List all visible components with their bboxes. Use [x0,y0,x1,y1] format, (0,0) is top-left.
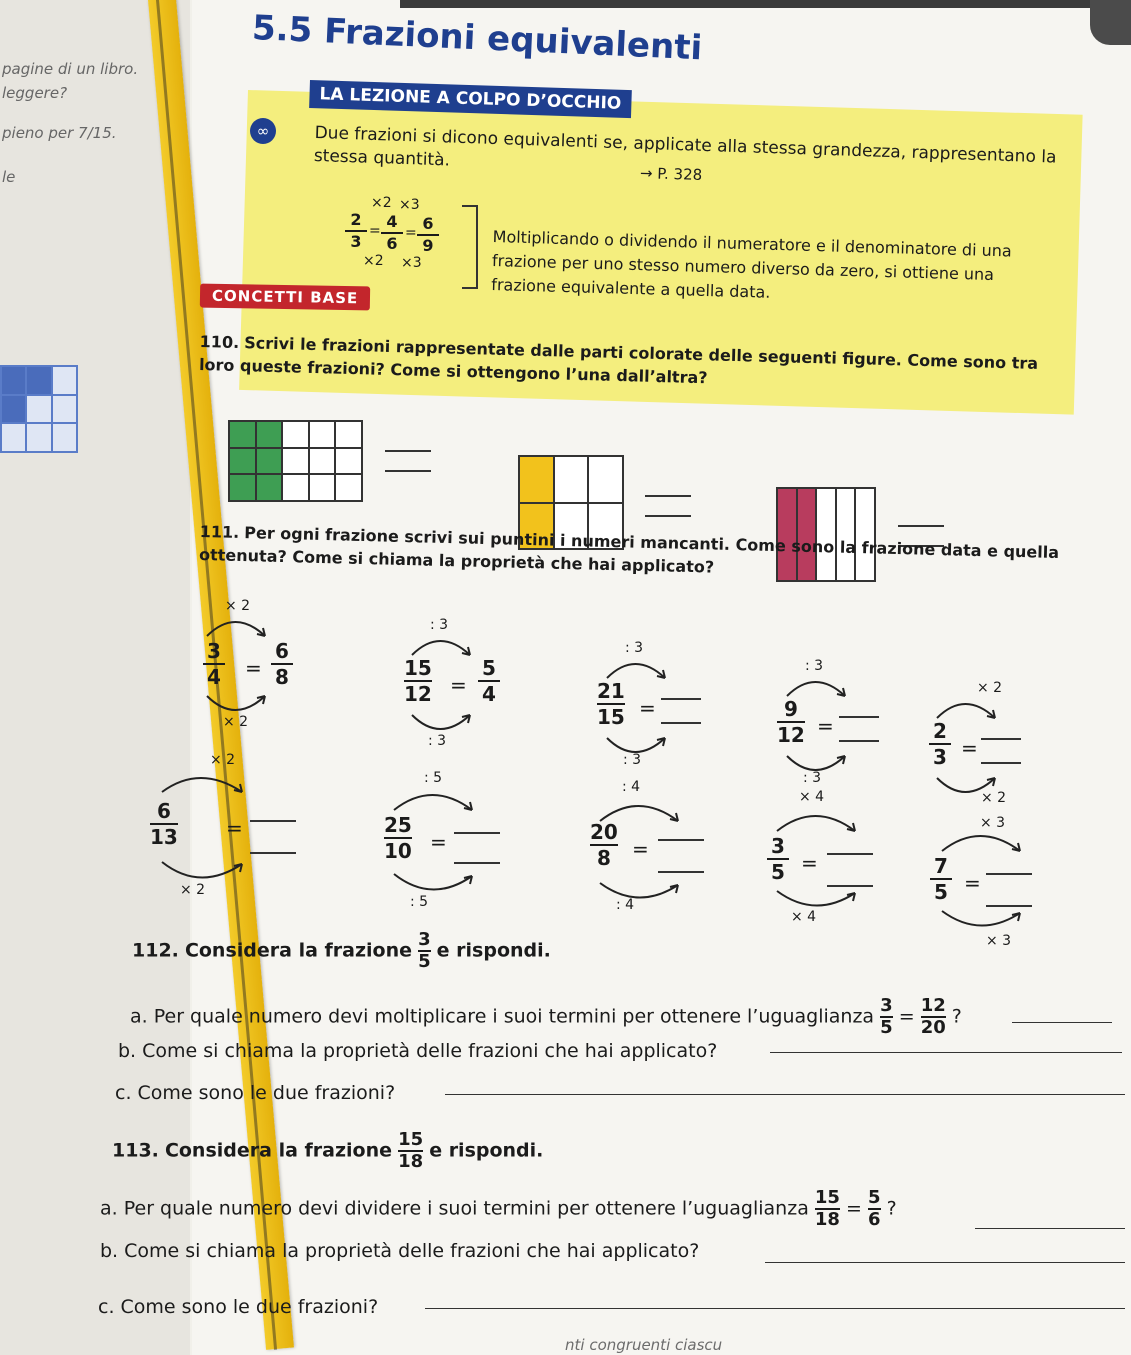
denominator: 18 [814,1209,840,1230]
denominator: 12 [777,723,805,747]
fraction-right [868,1188,881,1230]
brace [462,205,478,289]
exercise-tail: e rispondi. [436,939,551,962]
answer-blank[interactable] [981,738,1021,764]
denominator: 5 [771,860,785,884]
numerator: 25 [384,813,412,837]
operation-top: : 3 [805,658,824,674]
exercise-113 [112,1130,543,1172]
equals-sign: = [226,816,243,840]
numerator: 6 [156,799,171,823]
operation-top: : 3 [430,617,449,633]
given-fraction [404,657,432,705]
example-op-bottom-1: ×2 [363,253,384,269]
equals-sign: = [245,656,262,680]
question-112c: c. Come sono le due frazioni? [115,1082,396,1104]
lesson-explanation: Moltiplicando o dividendo il numeratore e il denominatore di una frazione per uno stesso numero diverso da zero, si ottiene una frazione equivalente a quella data. [491,226,1012,302]
exercise-text: Scrivi le frazioni rappresentate dalle parti colorate delle seguenti figure. Come sono tra loro queste frazioni? Come si ottengono l’una dall’altra? [198,333,1039,388]
exercise-fraction [418,930,431,972]
margin-line-1: pagine di un libro. [2,60,139,78]
answer-line[interactable] [445,1094,1125,1095]
page-reference: → P. 328 [639,164,703,184]
equals-sign: = [846,1197,862,1220]
operation-top: : 3 [625,640,644,656]
operation-bottom: : 3 [623,752,642,768]
denominator: 4 [207,665,221,689]
lesson-banner: LA LEZIONE A COLPO D’OCCHIO [309,80,632,118]
fraction-right [921,996,946,1038]
question-113c: c. Come sono le due frazioni? [98,1296,379,1318]
equals-sign: = [817,714,834,738]
given-fraction [150,800,178,848]
page-corner [1090,0,1131,45]
answer-blank[interactable] [986,873,1032,907]
denominator: 5 [880,1017,893,1038]
denominator: 3 [933,745,947,769]
equals-sign: = [405,225,417,241]
numerator: 4 [386,212,398,231]
fraction-item [150,752,310,922]
operation-bottom: : 3 [428,733,447,749]
denominator: 20 [920,1017,946,1038]
equals-sign: = [369,223,381,239]
margin-line-3: pieno per 7/15. [2,124,117,142]
link-icon: ∞ [250,118,276,144]
denominator: 10 [384,839,412,863]
denominator: 6 [867,1209,881,1230]
given-fraction [597,680,625,728]
question-mark: ? [951,1005,962,1028]
equals-sign: = [632,837,649,861]
numerator: 21 [597,679,625,703]
answer-blank[interactable] [661,698,701,724]
answer-blank[interactable] [658,839,704,873]
answer-blank[interactable] [454,832,500,864]
fraction-left [880,996,893,1038]
question-text: a. Per quale numero devi dividere i suoi termini per ottenere l’uguaglianza [100,1197,809,1220]
result-fraction [478,657,500,705]
given-fraction [929,720,951,768]
numerator: 15 [814,1187,840,1208]
numerator: 9 [783,697,798,721]
lesson-definition: Due frazioni si dicono equivalenti se, applicate alla stessa grandezza, rappresentano la stessa quantità. [313,122,1057,171]
exercise-number: 111. [199,521,240,542]
fraction-item [400,617,560,787]
margin-line-4: le [2,168,16,186]
denominator: 4 [482,682,496,706]
question-mark: ? [886,1197,897,1220]
denominator: 12 [404,682,432,706]
given-fraction [777,698,805,746]
denominator: 6 [386,234,398,253]
exercise-number: 112. [132,939,179,962]
operation-top: : 4 [622,779,641,795]
fraction-left [815,1188,840,1230]
equals-sign: = [801,851,818,875]
numerator: 3 [771,834,785,858]
example-op-top-1: ×2 [371,195,392,211]
denominator: 18 [398,1151,424,1172]
answer-blank[interactable] [827,853,873,887]
numerator: 5 [867,1187,881,1208]
operation-bottom: × 3 [986,933,1012,949]
answer-line[interactable] [1012,1022,1112,1023]
operation-top: × 2 [210,752,236,768]
equals-sign: = [450,673,467,697]
answer-blank[interactable] [839,716,879,742]
result-fraction [271,640,293,688]
operation-top: × 4 [799,789,825,805]
answer-line[interactable] [765,1262,1125,1263]
equals-sign: = [430,830,447,854]
exercise-lead: Considera la frazione [164,1139,393,1162]
numerator: 15 [398,1129,424,1150]
operation-top: × 3 [980,815,1006,831]
concetti-base-badge: CONCETTI BASE [200,284,371,311]
denominator: 5 [934,880,948,904]
previous-page-figure [0,365,78,453]
equals-sign: = [898,1005,915,1028]
numerator: 6 [275,639,289,663]
footer-fragment: nti congruenti ciascu [565,1336,723,1354]
operation-bottom: : 4 [616,897,635,913]
denominator: 15 [597,705,625,729]
operation-top: × 2 [977,680,1003,696]
given-fraction [767,835,789,883]
numerator: 15 [404,656,432,680]
numerator: 3 [880,995,893,1016]
given-fraction [203,640,225,688]
question-113a [100,1188,897,1230]
denominator: 13 [150,825,178,849]
exercise-number: 113. [112,1139,159,1162]
question-112a [130,996,962,1038]
question-113b: b. Come si chiama la proprietà delle frazioni che hai applicato? [100,1240,700,1262]
fraction-item [765,789,925,965]
fraction-item [930,815,1090,985]
given-fraction [590,821,618,869]
denominator: 5 [418,951,431,972]
operation-bottom: × 2 [223,714,249,730]
exercise-fraction [398,1130,423,1172]
numerator: 5 [482,656,496,680]
question-text: a. Per quale numero devi moltiplicare i suoi termini per ottenere l’uguaglianza [130,1005,875,1028]
lesson-example [345,195,455,275]
exercise-text: Per ogni frazione scrivi sui puntini i numeri mancanti. Come sono la frazione data e quella ottenuta? Come si chiama la proprietà che hai applicato? [198,523,1060,577]
equals-sign: = [961,736,978,760]
answer-line[interactable] [770,1052,1122,1053]
answer-line[interactable] [425,1308,1125,1309]
numerator: 20 [590,820,618,844]
operation-top: × 2 [225,598,251,614]
operation-bottom: : 3 [803,770,822,786]
figure-green-grid [228,420,363,502]
fraction-item [588,779,748,955]
question-112b: b. Come si chiama la proprietà delle frazioni che hai applicato? [118,1040,718,1062]
numerator: 12 [920,995,946,1016]
answer-blank[interactable] [645,495,691,517]
answer-blank[interactable] [385,450,431,472]
operation-bottom: : 5 [410,894,429,910]
numerator: 3 [418,929,431,950]
fraction-item [382,770,542,940]
denominator: 8 [596,846,611,870]
given-fraction [384,814,412,862]
example-fraction-2 [381,213,403,253]
section-title: 5.5 Frazioni equivalenti [251,8,704,69]
exercise-number: 110. [199,331,240,353]
numerator: 3 [207,639,221,663]
exercise-112 [132,930,551,972]
example-op-bottom-2: ×3 [401,255,422,271]
operation-bottom: × 2 [180,882,206,898]
numerator: 2 [933,719,947,743]
equals-sign: = [639,696,656,720]
numerator: 7 [934,854,948,878]
example-fraction-3 [417,215,439,255]
denominator: 9 [422,236,434,255]
margin-line-2: leggere? [2,84,68,102]
denominator: 3 [350,232,362,251]
answer-blank[interactable] [250,820,296,854]
denominator: 8 [275,665,289,689]
exercise-tail: e rispondi. [429,1139,544,1162]
operation-bottom: × 2 [981,790,1007,806]
example-op-top-2: ×3 [399,197,420,213]
numerator: 6 [422,214,434,233]
operation-bottom: × 4 [791,909,817,925]
fraction-item [195,598,355,768]
exercise-lead: Considera la frazione [184,939,413,962]
numerator: 2 [350,210,362,229]
example-fraction-1 [345,211,367,251]
equals-sign: = [964,871,981,895]
page-top-shadow [400,0,1131,8]
answer-line[interactable] [975,1228,1125,1229]
operation-top: : 5 [424,770,443,786]
given-fraction [930,855,952,903]
